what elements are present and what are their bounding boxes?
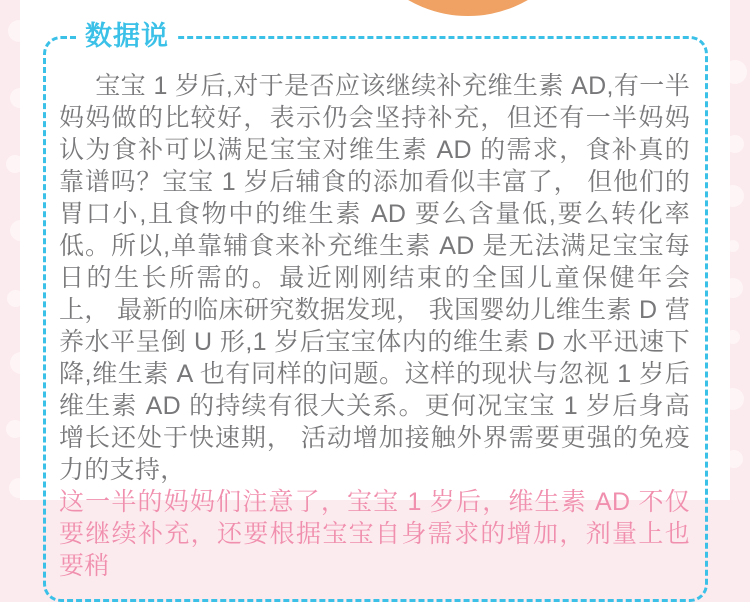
highlight-text: 这一半的妈妈们注意了，宝宝 1 岁后，维生素 AD 不仅要继续补充，还要根据宝宝自身需求的增加，剂量上也要稍 <box>59 488 690 580</box>
bubble-decoration <box>10 352 32 374</box>
data-panel <box>43 21 708 602</box>
bubble-decoration <box>723 278 743 298</box>
bubble-decoration <box>722 388 744 410</box>
bubble-decoration <box>722 185 744 207</box>
bubble-decoration <box>725 450 743 468</box>
bubble-decoration <box>9 478 29 498</box>
bubble-decoration <box>6 420 24 438</box>
bubble-decoration <box>10 220 31 241</box>
bubble-decoration <box>6 155 24 173</box>
bubble-decoration <box>723 60 747 84</box>
panel-body <box>46 39 705 599</box>
panel-title: 数据说 <box>76 22 178 52</box>
body-text: 宝宝 1 岁后,对于是否应该继续补充维生素 AD,有一半妈妈做的比较好，表示仍会坚持补充，但还有一半妈妈认为食补可以满足宝宝对维生素 AD 的需求，食补真的靠谱吗？宝宝 1 岁后辅食的添加看似丰富了， 但他们的胃口小,且食物中的维生素 AD 要么含量低,要么转化率低。所以,单靠辅食来补充维生素 AD 是无法满足宝宝每日的生长所需的。最近刚刚结束的全国儿童保健年会上， 最新的临床研究数据发现， 我国婴幼儿维生素 D 营养水平呈倒 U 形,1 岁后宝宝体内的维生素 D 水平迅速下降,维生素 A 也有同样的问题。这样的现状与忽视 1 岁后维生素 AD 的持续有很大关系。更何况宝宝 1 岁后身高增长还处于快速期， 活动增加接触外界需要更强的免疫力的支持， <box>59 72 690 484</box>
bubble-decoration <box>7 290 24 307</box>
bubble-decoration <box>8 20 30 42</box>
right-pink-strip <box>730 0 750 500</box>
bubble-decoration <box>10 88 30 108</box>
bubble-decoration <box>726 135 744 153</box>
left-pink-strip <box>0 0 20 500</box>
bubble-decoration <box>727 240 739 252</box>
bubble-decoration <box>726 330 740 344</box>
